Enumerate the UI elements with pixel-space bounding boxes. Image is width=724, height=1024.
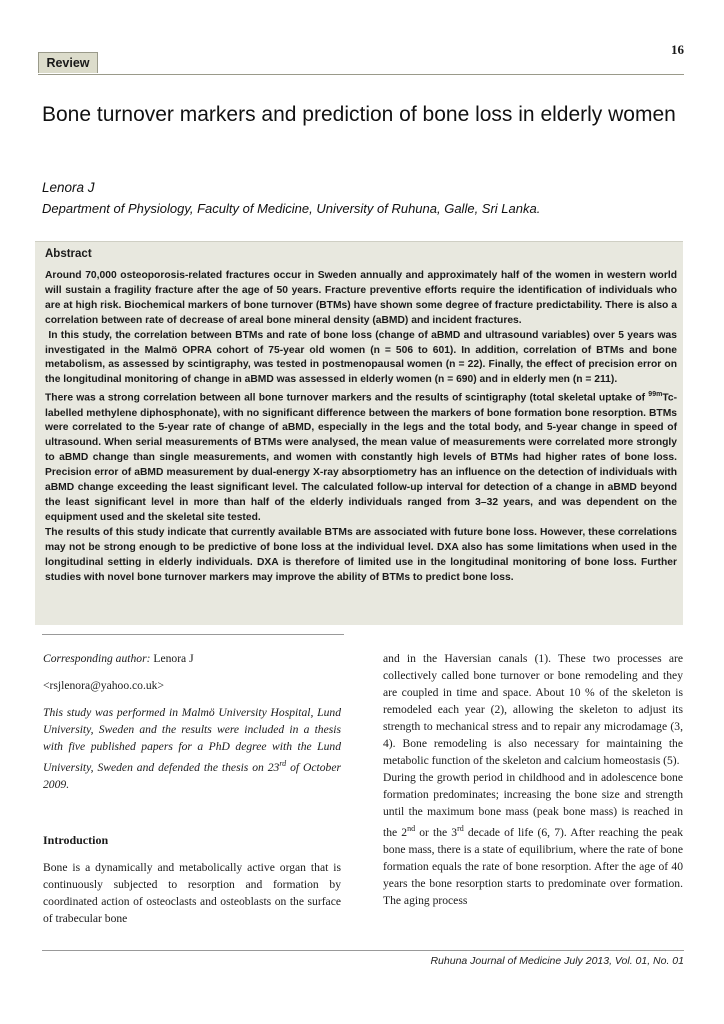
corresponding-author: [43, 650, 341, 667]
author-name: Lenora J: [42, 180, 95, 195]
corresponding-name: Lenora J: [150, 652, 194, 665]
author-affiliation: Department of Physiology, Faculty of Medicine, University of Ruhuna, Galle, Sri Lanka.: [42, 201, 541, 216]
ordinal-superscript: nd: [407, 824, 416, 833]
author-email[interactable]: <rsjlenora@yahoo.co.uk>: [43, 679, 164, 692]
ordinal-superscript: rd: [457, 824, 464, 833]
column-divider: [42, 634, 344, 635]
abstract-heading: Abstract: [45, 248, 92, 260]
page-number: 16: [671, 42, 684, 57]
thesis-note: [43, 704, 341, 793]
abstract-box: [35, 241, 683, 625]
abstract-text: Tc-labelled methylene diphosphonate), with no significant difference between the markers of bone formation bone resorption. BTMs were correlated to the 5-year rate of change of aBMD, especially in the legs and the total body, and 5-year change in speed of ultrasound. When serial measurements of BTMs were analysed, the mean value of measurements were correlated more strongly to aBMD change than single measurements, and women with constantly high levels of BTMs had higher rates of bone loss. Precision error of aBMD measurement by dual-energy X-ray absorptiometry has an influence on the detection of individuals with aBMD change exceeding the least significant level. The calculated follow-up interval for detection of a change in aBMD beyond the least significant level in more than half of the elderly individuals ranged from 3–32 years, and was dependent on the equipment used and the skeletal site tested.: [45, 392, 677, 523]
ordinal-superscript: rd: [279, 759, 287, 768]
right-column: [383, 650, 683, 909]
introduction-text: Bone is a dynamically and metabolically active organ that is continuously subjected to resorption and formation by coordinated action of osteoclasts and osteoblasts on the surface of trabecular bone: [43, 860, 341, 925]
body-text: or the 3: [415, 825, 458, 839]
abstract-paragraph: [45, 388, 677, 526]
note-text: This study was performed in Malmö University Hospital, Lund University, Sweden and the results were included in a thesis with five published papers for a PhD degree with the Lund University, Sweden and defended the thesis on 23: [43, 706, 341, 774]
abstract-paragraph: The results of this study indicate that currently available BTMs are associated with future bone loss. However, these correlations may not be strong enough to be predictive of bone loss at the individual level. DXA also has some limitations when used in the longitudinal setting in elderly individuals. DXA is therefore of limited use in the longitudinal monitoring of bone loss. Further studies with novel bone turnover markers may improve the ability of BTMs to predict bone loss.: [45, 526, 677, 583]
article-title: Bone turnover markers and prediction of bone loss in elderly women: [42, 103, 676, 126]
abstract-paragraph: Around 70,000 osteoporosis-related fractures occur in Sweden annually and approximately half of the women in western world will sustain a fragility fracture after the age of 50 years. Fracture preventive efforts require the identification of individuals who are at high risk. Biochemical markers of bone turnover (BTMs) have shown some degree of fracture predictability. There is also a correlation between rate of decrease of areal bone mineral density (aBMD) and incident fractures.: [45, 270, 677, 326]
body-paragraph: and in the Haversian canals (1). These two processes are collectively called bone turnover or bone remodeling and they are coupled in time and space. About 10 % of the skeleton is remodeled each year (2), allowing the skeleton to adjust its strength to mechanical stress and to repair any microdamage (3, 4). Bone remodeling is also necessary for maintaining the metabolic function of the skeleton and calcium homeostasis (5).: [383, 652, 683, 767]
abstract-body: [45, 269, 680, 585]
corresponding-label: Corresponding author:: [43, 652, 151, 665]
abstract-paragraph: In this study, the correlation between BTMs and rate of bone loss (change of aBMD and ultrasound variables) over 5 years was investigated in the Malmö OPRA cohort of 75-year old women (n = 506 to 601). In addition, correlation of BTMs and bone metabolism, as assessed by scintigraphy, was tested in postmenopausal women (n = 22). Finally, the effect of precision error on the longitudinal monitoring of change in aBMD was assessed in elderly women (n = 690) and in elderly men (n = 211).: [45, 329, 680, 386]
section-divider: [38, 74, 684, 75]
abstract-text: There was a strong correlation between all bone turnover markers and the results of scintigraphy (total skeletal uptake of: [45, 392, 649, 404]
section-tab: Review: [38, 52, 98, 73]
body-paragraph: [383, 769, 683, 909]
body-text: During the growth period in childhood and in adolescence bone formation predominates; increasing the bone size and strength until the maximum bone mass (peak bone mass) is reached in the 2: [383, 771, 683, 839]
footer-divider: [42, 950, 684, 951]
left-column: [43, 650, 341, 927]
journal-footer: Ruhuna Journal of Medicine July 2013, Vol. 01, No. 01: [430, 955, 684, 967]
isotope-superscript: 99m: [648, 391, 663, 399]
note-text: of October 2009.: [43, 760, 341, 791]
introduction-heading: Introduction: [43, 832, 109, 847]
body-text: decade of life (6, 7). After reaching the peak bone mass, there is a state of equilibrium, where the rate of bone formation equals the rate of bone resorption. After the age of 40 years the bone resorption starts to predominate over formation. The aging process: [383, 825, 684, 907]
